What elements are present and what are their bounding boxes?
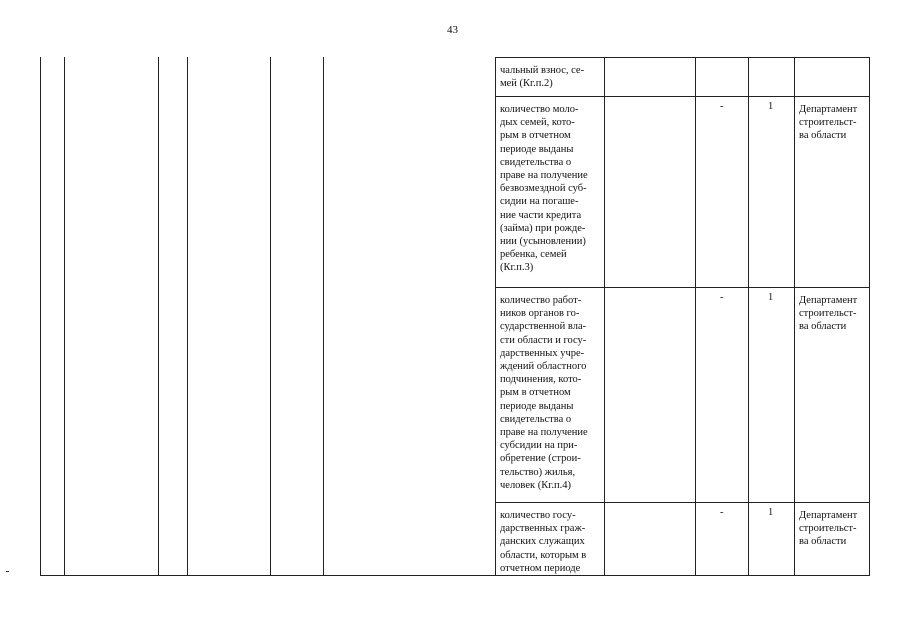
table-border-left: [40, 57, 41, 575]
column-divider: [187, 57, 188, 575]
value-a-cell: -: [720, 292, 724, 303]
row-divider: [495, 96, 870, 97]
value-b-cell: 1: [768, 292, 774, 303]
column-divider: [695, 57, 696, 575]
table-border-bottom: [40, 575, 870, 576]
column-divider: [64, 57, 65, 575]
indicator-cell: чальный взнос, се- мей (Кг.п.2): [500, 65, 585, 90]
value-a-cell: -: [720, 507, 724, 518]
executor-cell: Департамент строительст- ва области: [799, 104, 858, 142]
value-a-cell: -: [720, 101, 724, 112]
page-number: 43: [447, 24, 458, 36]
column-divider: [604, 57, 605, 575]
scan-mark: [6, 571, 9, 572]
value-b-cell: 1: [768, 507, 774, 518]
row-divider: [495, 502, 870, 503]
column-divider: [794, 57, 795, 575]
value-b-cell: 1: [768, 101, 774, 112]
table-border-right: [869, 57, 870, 575]
row-divider: [495, 287, 870, 288]
column-divider: [323, 57, 324, 575]
indicator-cell: количество работ- ников органов го- сударственной вла- сти области и госу- дарственных учре- ждений областного подчинения, кото- рым в отчетном периоде выданы свидетельства о праве на получение субсидии на при- обретение (строи- тельство) жилья, человек (Кг.п.4): [500, 295, 588, 491]
column-divider: [495, 57, 496, 575]
column-divider: [158, 57, 159, 575]
column-divider: [270, 57, 271, 575]
indicator-cell: количество моло- дых семей, кото- рым в отчетном периоде выданы свидетельства о праве на получение безвозмездной суб- сидии на погаше- ние части кредита (займа) при рожде- нии (усыновлении) ребенка, семей (Кг.п.3): [500, 104, 588, 274]
executor-cell: Департамент строительст- ва области: [799, 295, 858, 333]
executor-cell: Департамент строительст- ва области: [799, 510, 858, 548]
table-border-top: [495, 57, 870, 58]
column-divider: [748, 57, 749, 575]
indicator-cell: количество госу- дарственных граж- данских служащих области, которым в отчетном периоде: [500, 510, 587, 574]
